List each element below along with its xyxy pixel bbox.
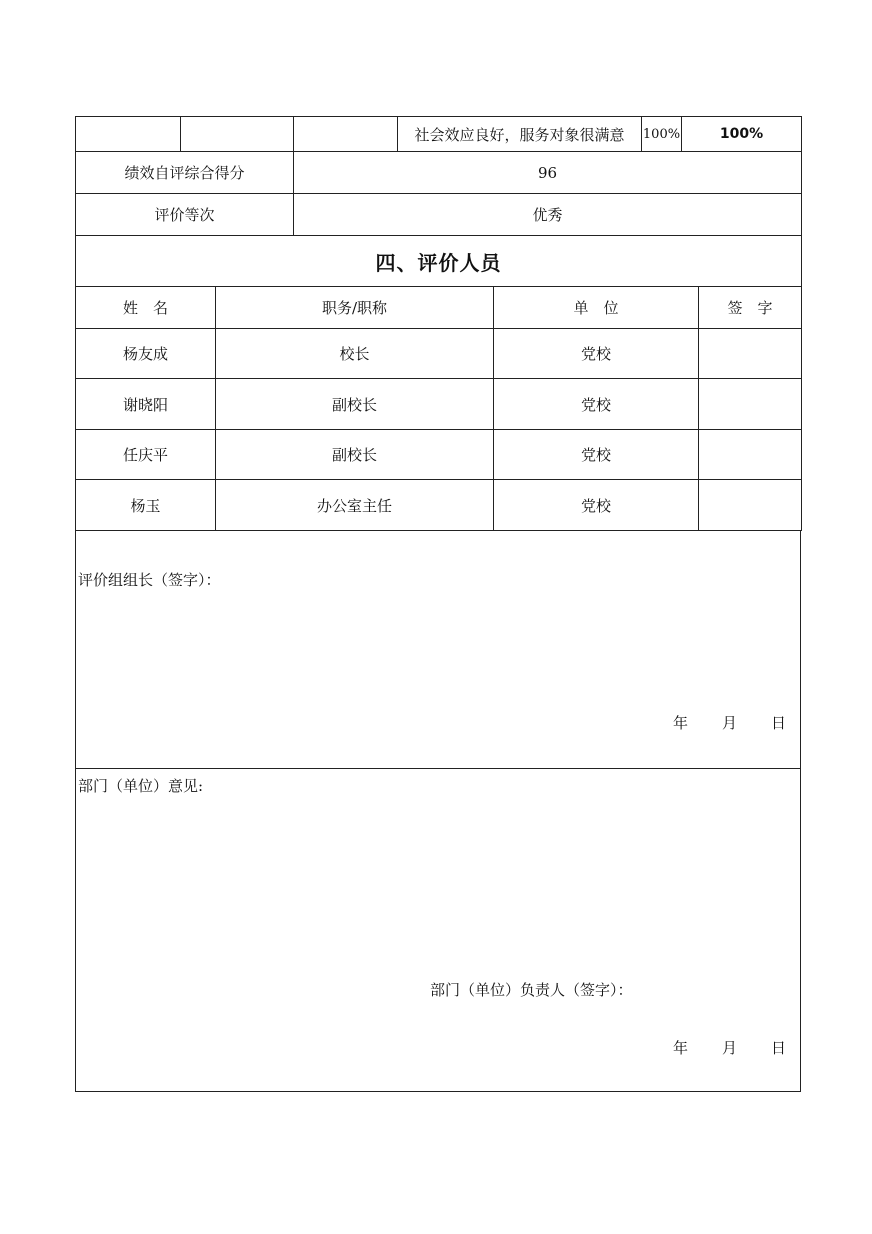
person-position: 副校长 bbox=[216, 430, 494, 480]
indicator-actual: 100% bbox=[682, 117, 802, 152]
grade-label: 评价等次 bbox=[76, 194, 294, 236]
person-name: 谢晓阳 bbox=[76, 379, 216, 430]
person-unit: 党校 bbox=[494, 379, 699, 430]
department-opinion-block[interactable] bbox=[75, 769, 801, 1092]
personnel-table bbox=[75, 286, 802, 531]
person-name: 杨友成 bbox=[76, 329, 216, 379]
header-name: 姓 名 bbox=[76, 287, 216, 329]
date-month: 月 bbox=[721, 1039, 737, 1057]
date-month: 月 bbox=[721, 714, 737, 732]
person-signature[interactable] bbox=[699, 329, 802, 379]
score-value: 96 bbox=[294, 152, 802, 194]
grade-value: 优秀 bbox=[294, 194, 802, 236]
person-position: 副校长 bbox=[216, 379, 494, 430]
leader-signature-block[interactable] bbox=[75, 531, 801, 769]
empty-cell bbox=[181, 117, 294, 152]
table-row bbox=[76, 430, 802, 480]
indicator-description: 社会效应良好，服务对象很满意 bbox=[398, 117, 642, 152]
date-day: 日 bbox=[770, 1039, 786, 1057]
empty-cell bbox=[76, 117, 181, 152]
grade-row bbox=[76, 194, 802, 236]
person-name: 杨玉 bbox=[76, 480, 216, 531]
header-unit: 单 位 bbox=[494, 287, 699, 329]
person-position: 校长 bbox=[216, 329, 494, 379]
person-position: 办公室主任 bbox=[216, 480, 494, 531]
person-unit: 党校 bbox=[494, 430, 699, 480]
person-unit: 党校 bbox=[494, 329, 699, 379]
indicator-row bbox=[76, 117, 802, 152]
indicator-target: 100% bbox=[642, 117, 682, 152]
score-table bbox=[75, 116, 802, 287]
department-date bbox=[673, 1037, 786, 1058]
header-signature: 签 字 bbox=[699, 287, 802, 329]
section-row bbox=[76, 236, 802, 287]
date-year: 年 bbox=[672, 714, 688, 732]
date-day: 日 bbox=[770, 714, 786, 732]
header-position: 职务/职称 bbox=[216, 287, 494, 329]
empty-cell bbox=[294, 117, 398, 152]
table-row bbox=[76, 480, 802, 531]
score-row bbox=[76, 152, 802, 194]
score-label: 绩效自评综合得分 bbox=[76, 152, 294, 194]
table-row bbox=[76, 329, 802, 379]
leader-signature-label: 评价组组长（签字）： bbox=[78, 571, 221, 589]
table-row bbox=[76, 379, 802, 430]
leader-date bbox=[673, 712, 786, 733]
section-title: 四、评价人员 bbox=[76, 236, 802, 287]
department-responsible-label: 部门（单位）负责人（签字）： bbox=[430, 981, 633, 999]
person-name: 任庆平 bbox=[76, 430, 216, 480]
date-year: 年 bbox=[672, 1039, 688, 1057]
person-signature[interactable] bbox=[699, 379, 802, 430]
evaluation-form bbox=[75, 116, 801, 1092]
person-signature[interactable] bbox=[699, 430, 802, 480]
personnel-header-row bbox=[76, 287, 802, 329]
person-unit: 党校 bbox=[494, 480, 699, 531]
person-signature[interactable] bbox=[699, 480, 802, 531]
department-opinion-label: 部门（单位）意见: bbox=[78, 777, 204, 795]
